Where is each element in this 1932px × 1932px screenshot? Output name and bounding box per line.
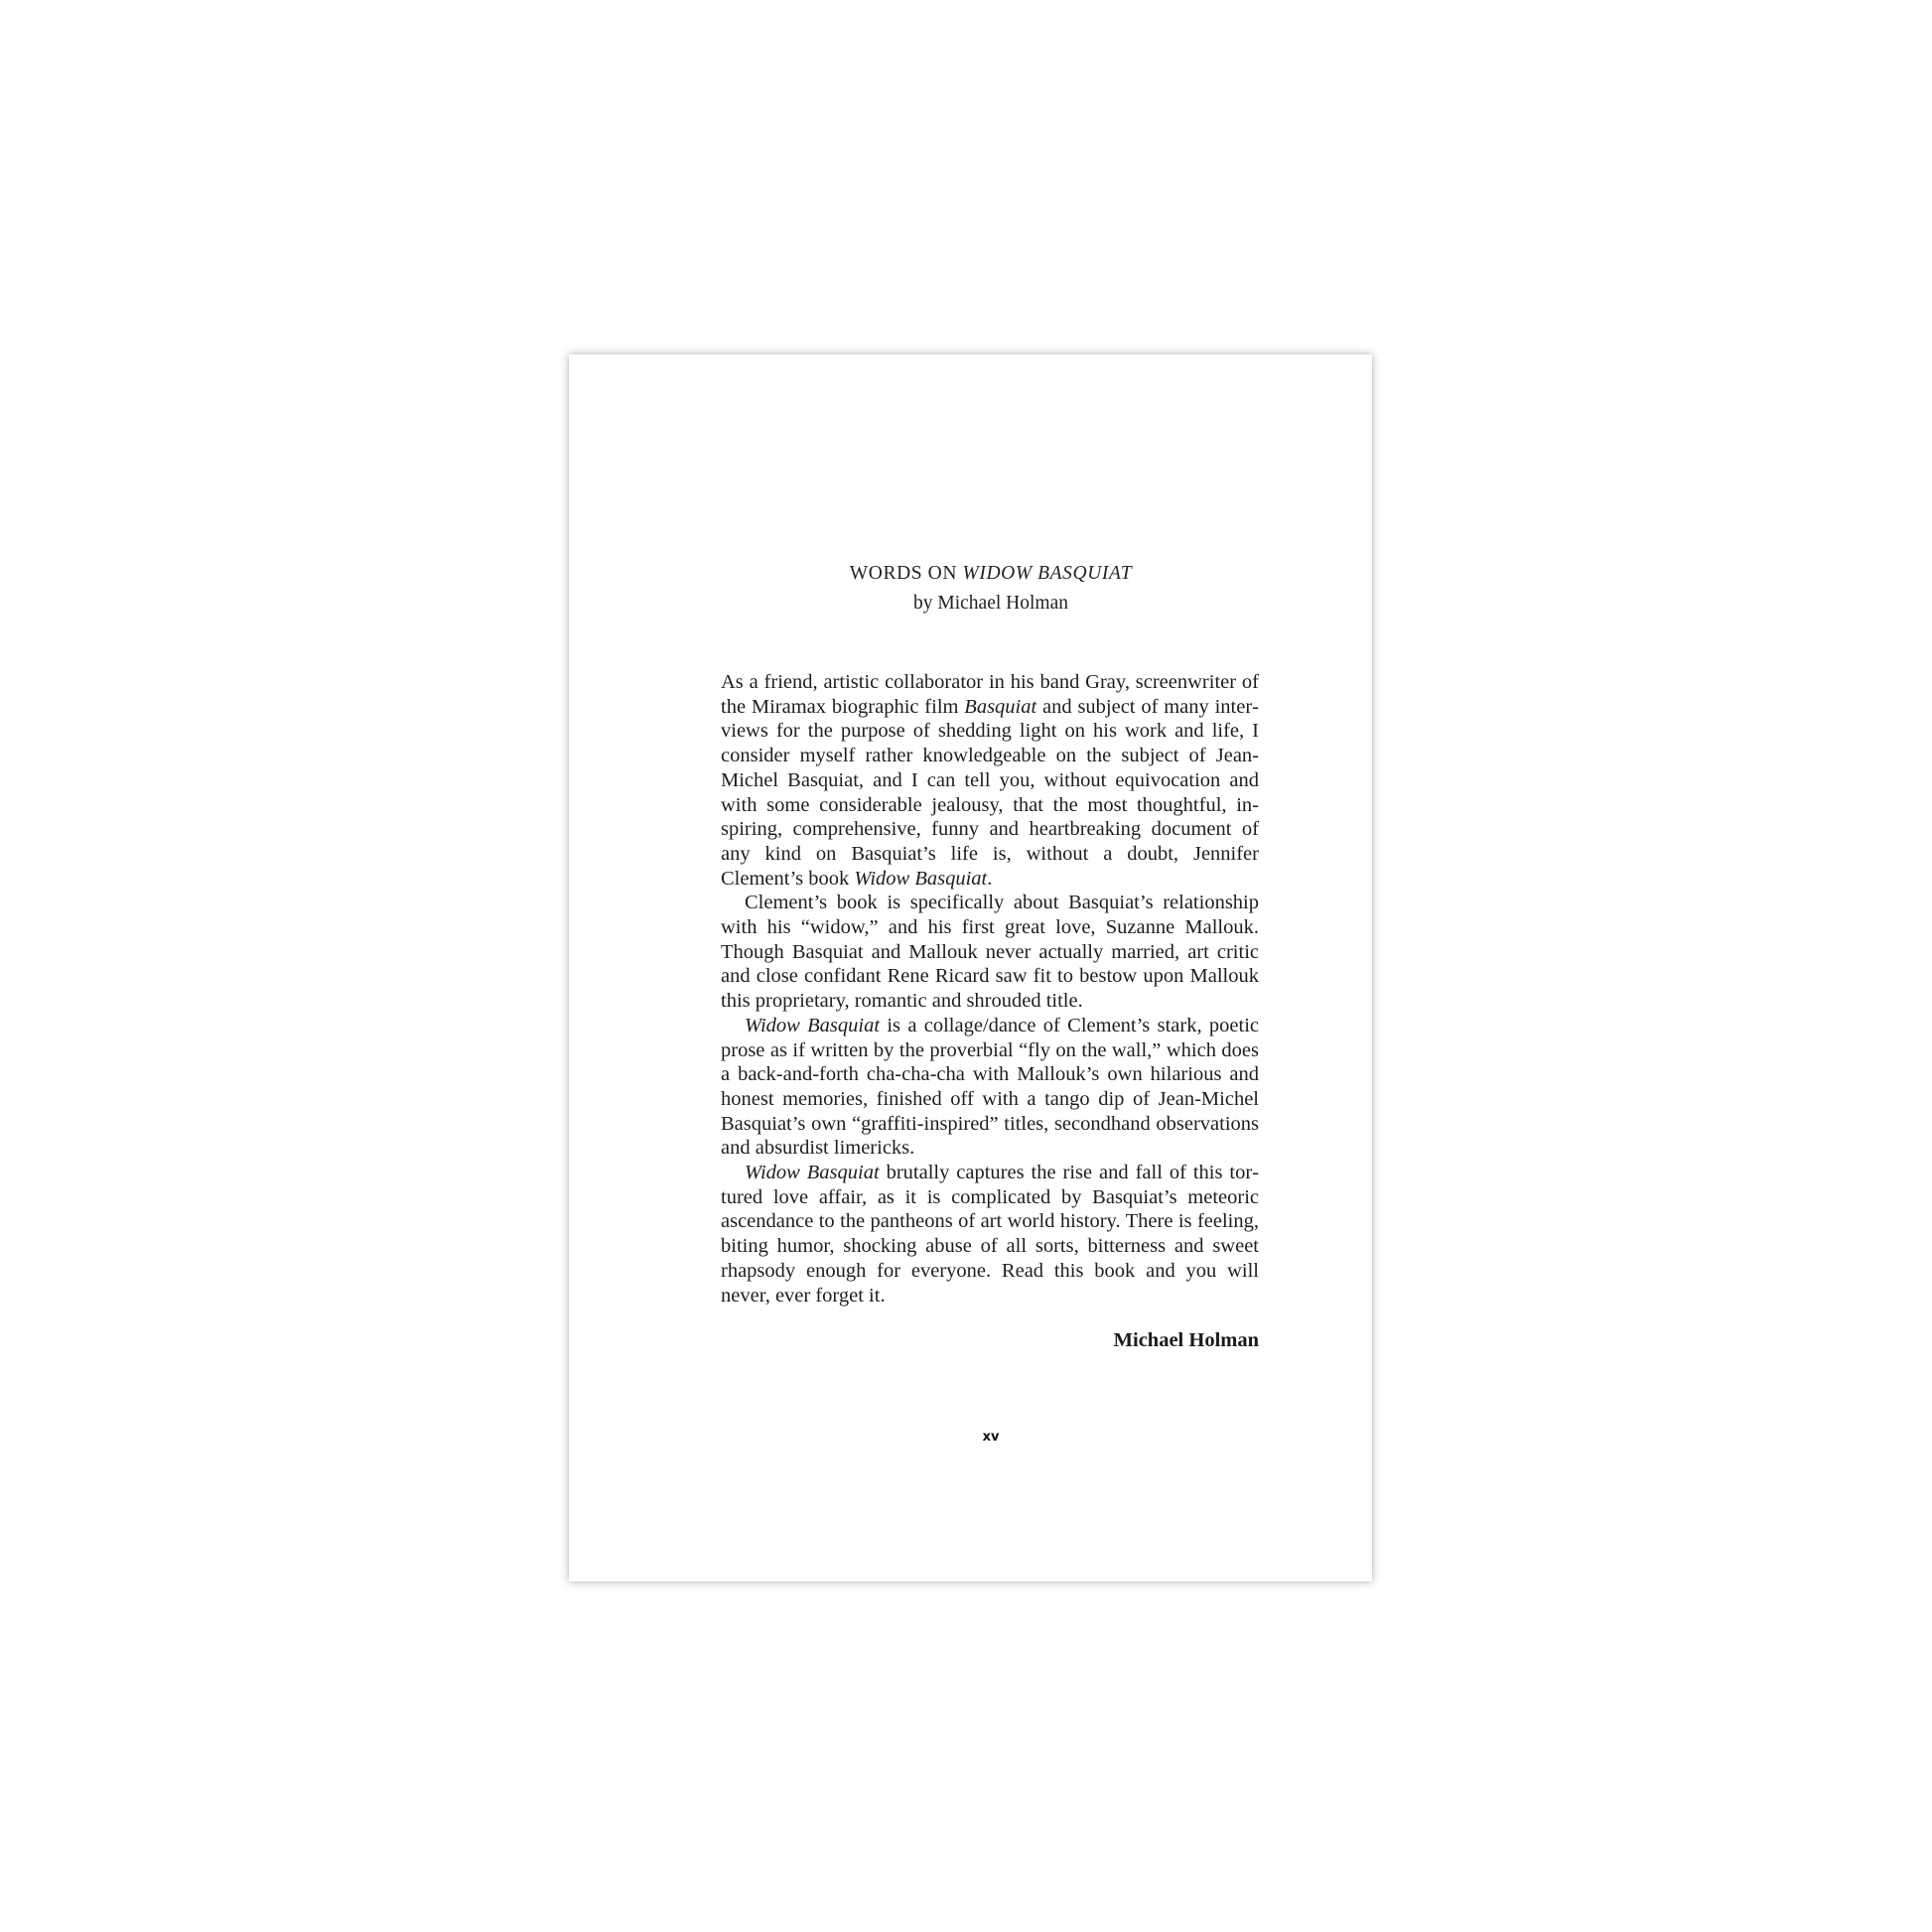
italic-title-text: Widow Basquiat — [745, 1162, 880, 1184]
italic-title-text: Widow Basquiat — [854, 867, 988, 890]
chapter-heading — [569, 559, 1413, 619]
paragraph-text: Clement’s book is specifically about Basquiat’s relationship with his “widow,” and his first great love, Suzanne Mallouk. Though Basquiat and Mallouk never actually married, art critic and close confidant Rene Ricard saw fit to bestow upon Mallouk this proprietary, romantic and shrouded title. — [721, 892, 1259, 1013]
author-signature: Michael Holman — [1113, 1329, 1259, 1351]
paragraph-text: and subject of many interviews for the purpose of shedding light on his work and life, I consider myself rather knowledgeable on the subject of Jean-Michel Basquiat, and I can tell you, without equivocation and with some considerable jealousy, that the most thoughtful, inspiring, comprehensive, funny and heartbreaking document of any kind on Basquiat’s life is, without a doubt, Jennifer Clement’s book — [721, 695, 1259, 890]
chapter-title — [569, 559, 1413, 589]
chapter-title-book-name: WIDOW BASQUIAT — [962, 563, 1133, 584]
body-paragraph — [721, 1161, 1259, 1308]
book-page — [569, 354, 1372, 1582]
body-paragraph — [721, 891, 1259, 1014]
paragraph-text: As a friend, artistic collaborator in his band Gray, screenwriter of the Miramax biographic film — [721, 671, 1259, 718]
chapter-title-prefix: WORDS ON — [849, 563, 958, 584]
italic-title-text: Widow Basquiat — [745, 1014, 881, 1036]
body-paragraph — [721, 1014, 1259, 1161]
italic-title-text: Basquiat — [964, 695, 1037, 718]
body-text — [721, 670, 1259, 1308]
paragraph-text: brutally captures the rise and fall of this tortured love affair, as it is complicated by Basquiat’s meteoric ascendance to the pantheons of art world history. There is feeling, biting humor, shocking abuse of all sorts, bitterness and sweet rhapsody enough for everyone. Read this book and you will never, ever forget it. — [721, 1162, 1259, 1307]
byline: by Michael Holman — [913, 593, 1068, 614]
page-number: xv — [982, 1430, 1000, 1445]
body-paragraph — [721, 670, 1259, 891]
paragraph-text: . — [987, 867, 993, 890]
paragraph-text: is a collage/dance of Clement’s stark, poetic prose as if written by the proverbial “fly on the wall,” which does a back-and-forth cha-cha-cha with Mallouk’s own hilarious and honest memories, finished off with a tango dip of Jean-Michel Basquiat’s own “graffiti-inspired” titles, secondhand observations and absurdist limericks. — [721, 1014, 1259, 1160]
